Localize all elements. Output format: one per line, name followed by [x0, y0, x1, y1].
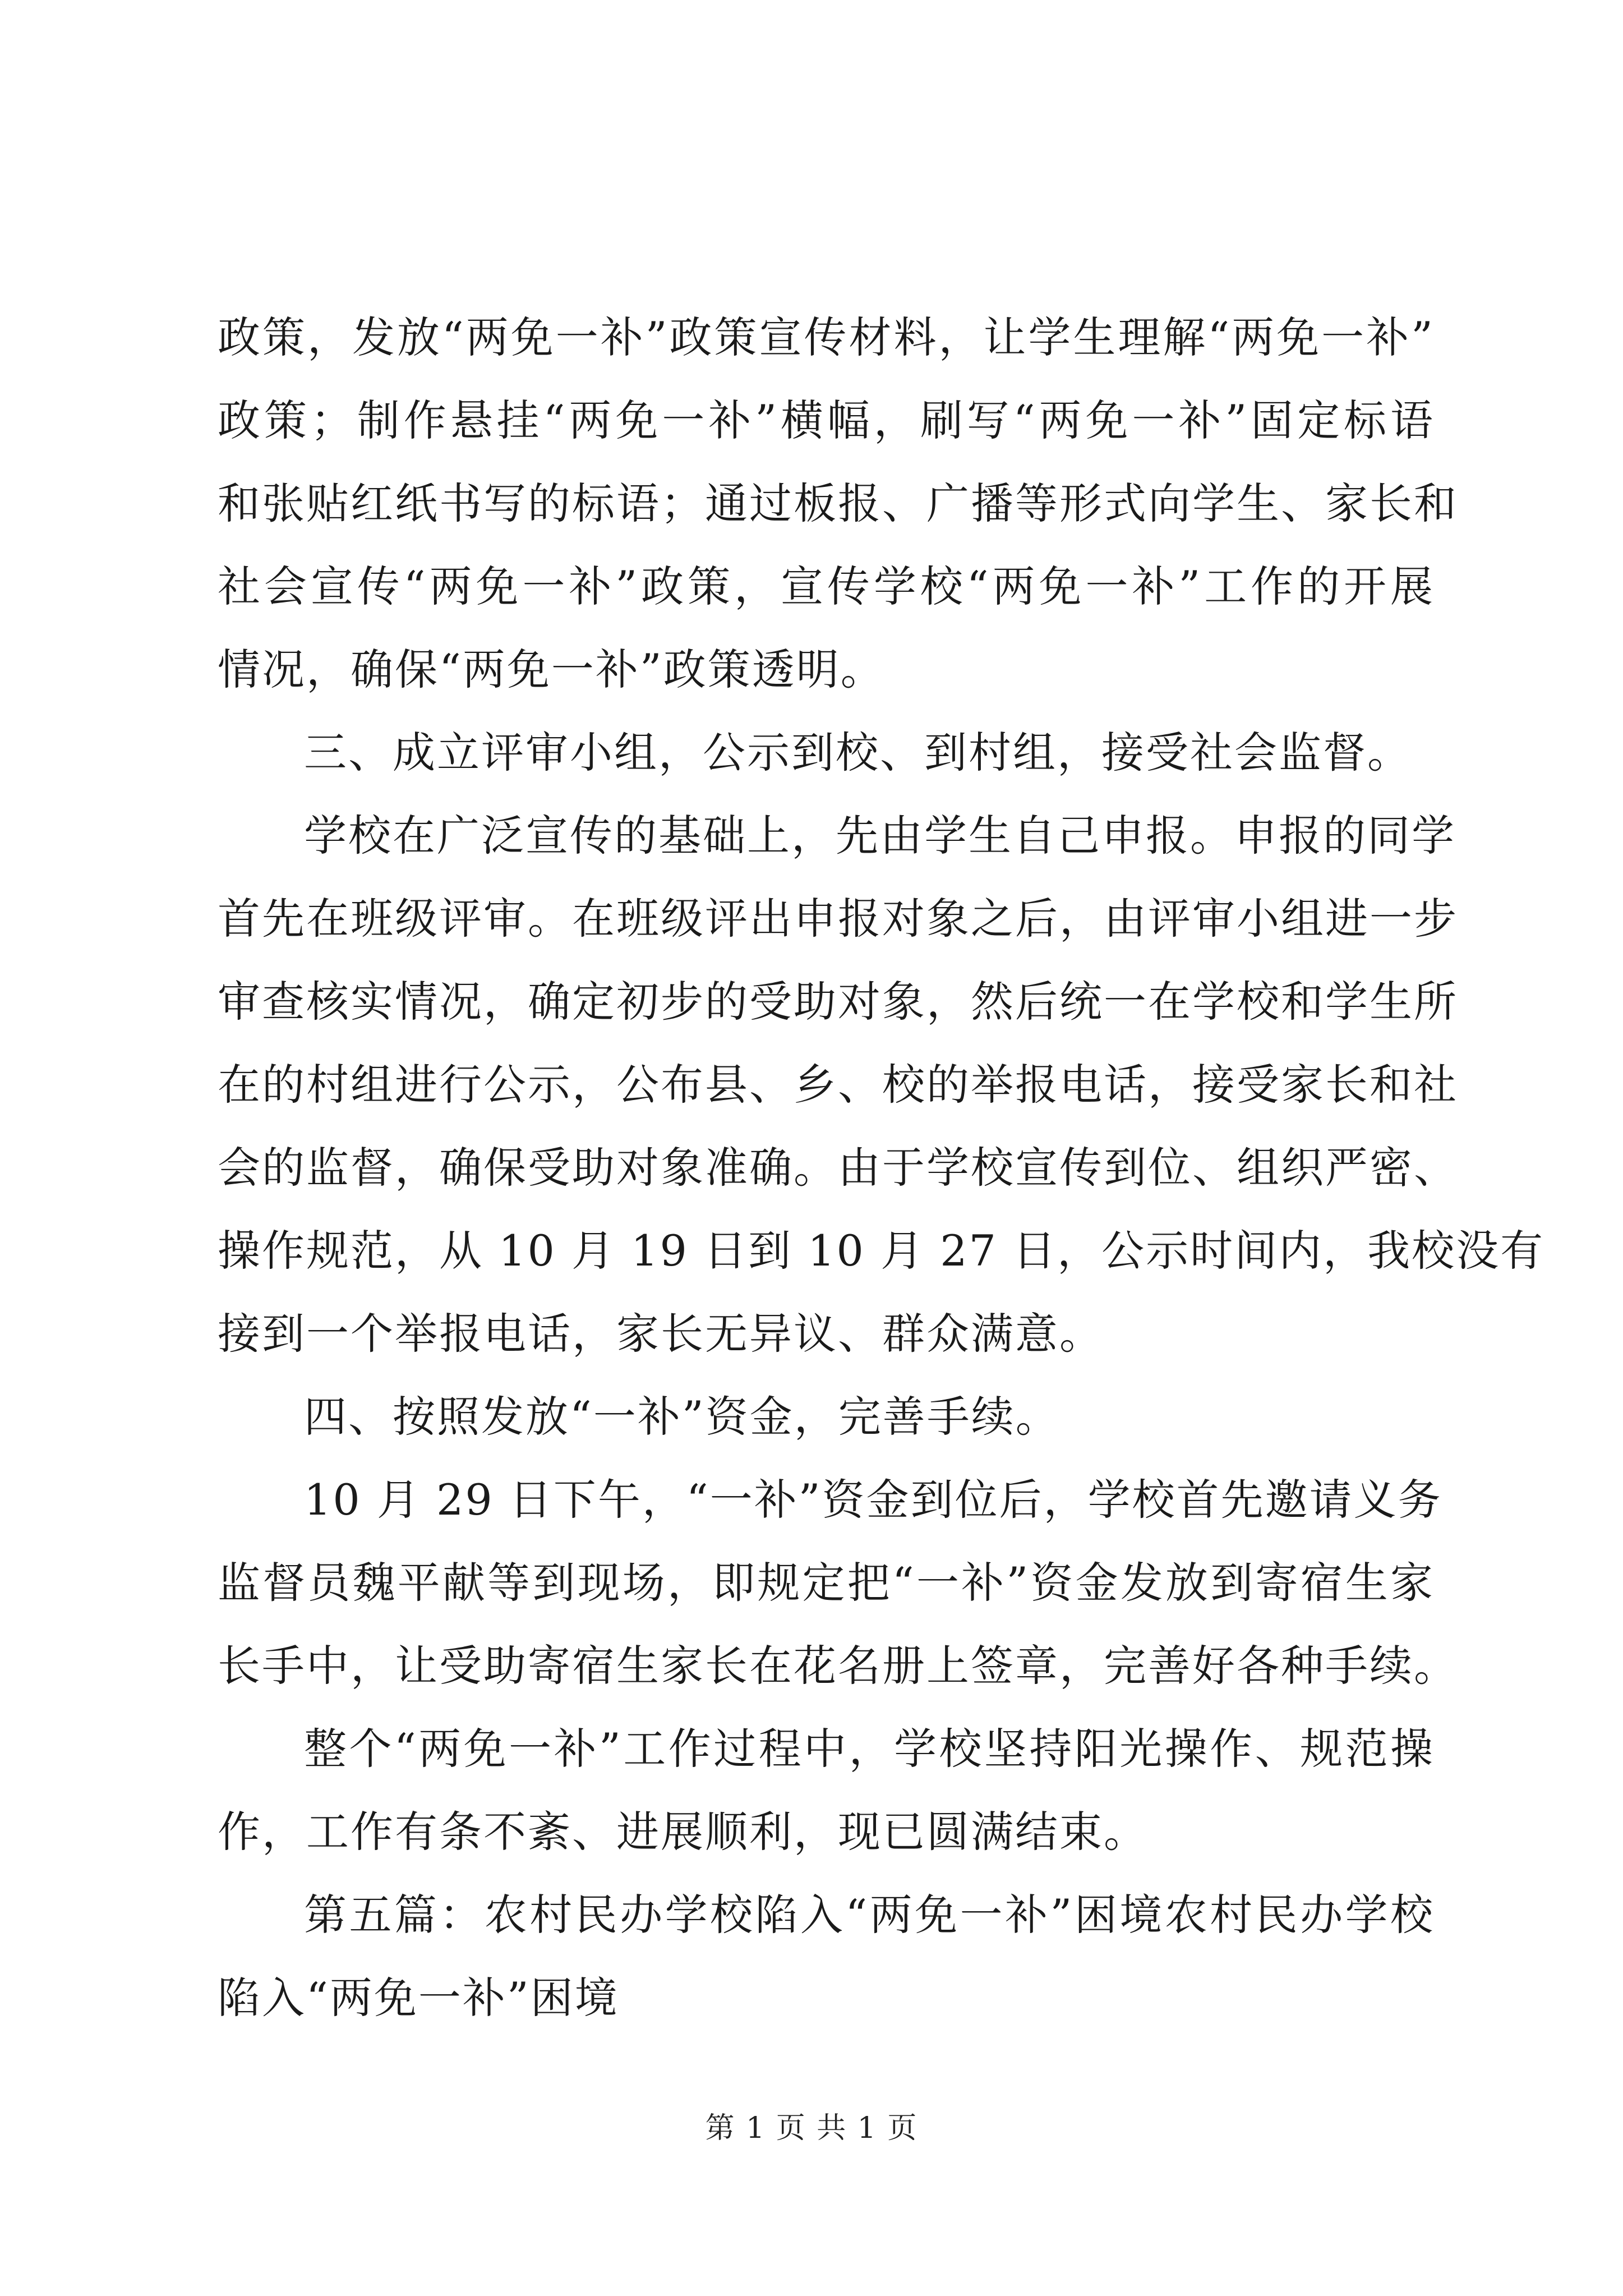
text-line: 会的监督，确保受助对象准确。由于学校宣传到位、组织严密、	[218, 1143, 1458, 1193]
text-line: 在的村组进行公示，公布县、乡、校的举报电话，接受家长和社	[218, 1060, 1458, 1110]
text-line: 10 月 29 日下午，“一补”资金到位后，学校首先邀请义务	[304, 1475, 1442, 1525]
text-line: 作，工作有条不紊、进展顺利，现已圆满结束。	[218, 1807, 1148, 1857]
text-line: 陷入“两免一补”困境	[218, 1973, 619, 2023]
text-line: 监督员魏平献等到现场，即规定把“一补”资金发放到寄宿生家	[218, 1558, 1435, 1608]
section-heading: 三、成立评审小组，公示到校、到村组，接受社会监督。	[304, 728, 1412, 777]
text-line: 学校在广泛宣传的基础上，先由学生自己申报。申报的同学	[304, 811, 1456, 861]
text-line: 第五篇：农村民办学校陷入“两免一补”困境农村民办学校	[304, 1890, 1435, 1940]
text-line: 和张贴红纸书写的标语；通过板报、广播等形式向学生、家长和	[218, 478, 1458, 528]
text-line: 政策；制作悬挂“两免一补”横幅，刷写“两免一补”固定标语	[218, 395, 1435, 445]
text-line: 首先在班级评审。在班级评出申报对象之后，由评审小组进一步	[218, 894, 1458, 944]
text-line: 社会宣传“两免一补”政策，宣传学校“两免一补”工作的开展	[218, 562, 1435, 611]
text-line: 政策，发放“两免一补”政策宣传材料，让学生理解“两免一补”	[218, 312, 1435, 362]
text-line: 整个“两免一补”工作过程中，学校坚持阳光操作、规范操	[304, 1724, 1435, 1774]
text-line: 审查核实情况，确定初步的受助对象，然后统一在学校和学生所	[218, 977, 1458, 1027]
text-line: 长手中，让受助寄宿生家长在花名册上签章，完善好各种手续。	[218, 1641, 1458, 1691]
page-number: 第 1 页 共 1 页	[705, 2111, 918, 2145]
text-line: 情况，确保“两免一补”政策透明。	[218, 645, 885, 694]
section-heading: 四、按照发放“一补”资金，完善手续。	[304, 1392, 1060, 1442]
text-line: 操作规范，从 10 月 19 日到 10 月 27 日，公示时间内，我校没有	[218, 1226, 1545, 1276]
text-line: 接到一个举报电话，家长无异议、群众满意。	[218, 1309, 1104, 1359]
